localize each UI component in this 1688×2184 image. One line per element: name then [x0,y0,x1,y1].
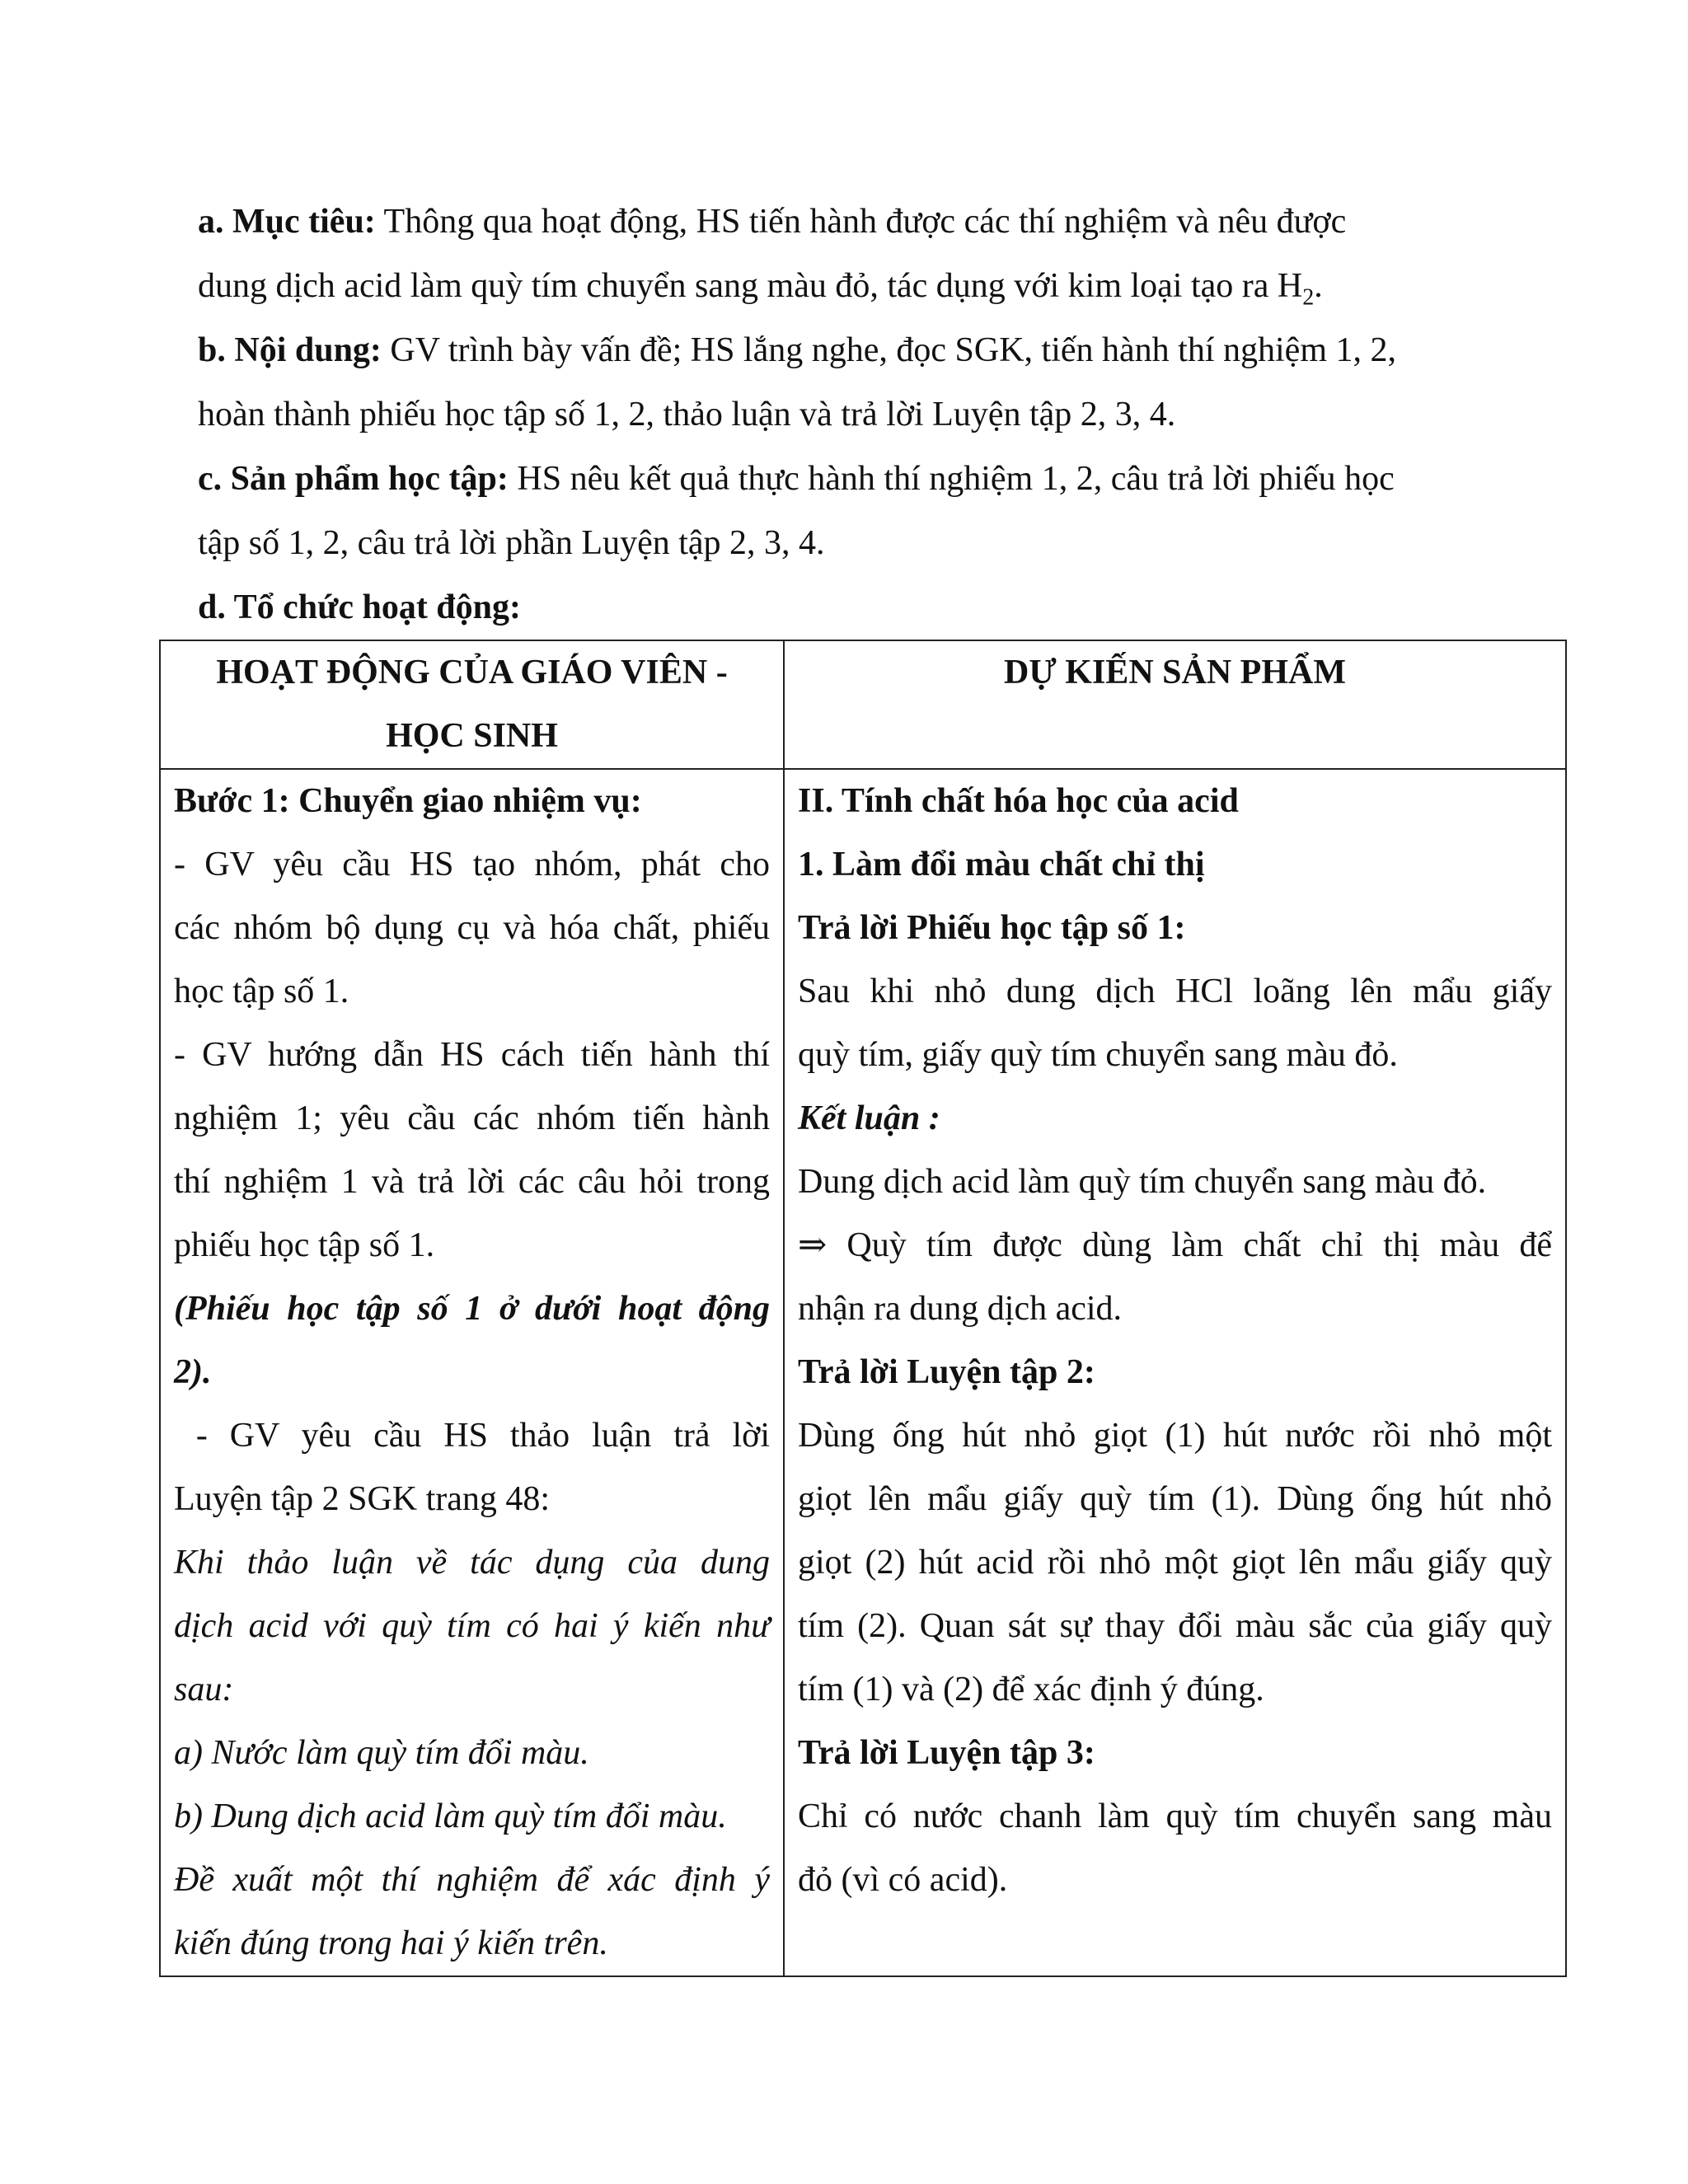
table-row [160,769,1566,1976]
teacher-activity-cell [160,769,784,1976]
right-line: Chỉ có nước chanh làm quỳ tím chuyển sang màu [798,1797,1552,1835]
question-line: Đề xuất một thí nghiệm để xác định ý [174,1861,770,1899]
header-left-line-2: HỌC SINH [386,717,558,755]
objective-c-text-2: tập số 1, 2, câu trả lời phần Luyện tập 2, 3, 4. [198,524,825,562]
step-1-heading: Bước 1: Chuyển giao nhiệm vụ: [174,782,642,820]
answer-heading: Trả lời Luyện tập 3: [798,1734,1095,1772]
left-line: - GV yêu cầu HS thảo luận trả lời [174,1417,770,1455]
objective-c-text-1: HS nêu kết quả thực hành thí nghiệm 1, 2, câu trả lời phiếu học [508,460,1395,498]
right-line: Sau khi nhỏ dung dịch HCl loãng lên mẩu giấy [798,972,1552,1010]
right-line: Dung dịch acid làm quỳ tím chuyển sang màu đỏ. [798,1163,1487,1201]
right-line: ⇒ Quỳ tím được dùng làm chất chỉ thị màu để [798,1226,1552,1264]
objective-a [198,190,1517,318]
table-header-row [160,640,1566,769]
left-line: nghiệm 1; yêu cầu các nhóm tiến hành [174,1099,770,1137]
answer-heading: Trả lời Phiếu học tập số 1: [798,909,1186,947]
subsection-heading: 1. Làm đổi màu chất chỉ thị [798,846,1205,883]
left-line: phiếu học tập số 1. [174,1226,435,1264]
objective-b-label: b. Nội dung: [198,331,382,369]
left-line: - GV hướng dẫn HS cách tiến hành thí [174,1036,770,1074]
section-heading: II. Tính chất hóa học của acid [798,782,1239,820]
opinion-b: b) Dung dịch acid làm quỳ tím đổi màu. [174,1797,727,1835]
header-left-line-1: HOẠT ĐỘNG CỦA GIÁO VIÊN - [216,654,728,691]
objective-c-label: c. Sản phẩm học tập: [198,460,509,498]
left-line: các nhóm bộ dụng cụ và hóa chất, phiếu [174,909,770,947]
right-line: giọt lên mẩu giấy quỳ tím (1). Dùng ống hút nhỏ [798,1480,1552,1518]
opinion-a: a) Nước làm quỳ tím đổi màu. [174,1734,589,1772]
right-line: tím (2). Quan sát sự thay đổi màu sắc của giấy quỳ [798,1607,1552,1645]
right-line: đỏ (vì có acid). [798,1861,1008,1899]
left-line: thí nghiệm 1 và trả lời các câu hỏi trong [174,1163,770,1201]
right-line: Dùng ống hút nhỏ giọt (1) hút nước rồi nhỏ một [798,1417,1552,1455]
objective-b-text-2: hoàn thành phiếu học tập số 1, 2, thảo luận và trả lời Luyện tập 2, 3, 4. [198,396,1176,434]
worksheet-note: (Phiếu học tập số 1 ở dưới hoạt động [174,1290,770,1328]
right-line: tím (1) và (2) để xác định ý đúng. [798,1671,1264,1708]
objective-a-text-1: Thông qua hoạt động, HS tiến hành được các thí nghiệm và nêu được [375,203,1347,241]
header-teacher-student [160,640,784,769]
h2-subscript: 2 [1302,284,1315,311]
left-line: học tập số 1. [174,972,349,1010]
right-line: nhận ra dung dịch acid. [798,1290,1123,1328]
conclusion-heading: Kết luận : [798,1099,940,1137]
question-line: sau: [174,1671,234,1708]
objective-b-text-1: GV trình bày vấn đề; HS lắng nghe, đọc SGK, tiến hành thí nghiệm 1, 2, [381,331,1396,369]
question-line: Khi thảo luận về tác dụng của dung [174,1544,770,1582]
header-right-text: DỰ KIẾN SẢN PHẨM [1004,654,1346,691]
worksheet-note-end: 2). [174,1353,212,1391]
objective-a-end: . [1314,267,1323,305]
activity-table [159,640,1567,1977]
lesson-objectives [198,190,1517,640]
objective-b [198,318,1517,447]
left-line: - GV yêu cầu HS tạo nhóm, phát cho [174,846,770,883]
objective-a-label: a. Mục tiêu: [198,203,376,241]
question-line: dịch acid với quỳ tím có hai ý kiến như [174,1607,770,1645]
header-expected-product [784,640,1566,769]
objective-a-text-2: dung dịch acid làm quỳ tím chuyển sang màu đỏ, tác dụng với kim loại tạo ra H [198,267,1303,305]
question-line: kiến đúng trong hai ý kiến trên. [174,1924,608,1962]
answer-heading: Trả lời Luyện tập 2: [798,1353,1095,1391]
objective-c [198,447,1517,575]
right-line: quỳ tím, giấy quỳ tím chuyển sang màu đỏ. [798,1036,1398,1074]
left-line: Luyện tập 2 SGK trang 48: [174,1480,551,1518]
right-line: giọt (2) hút acid rồi nhỏ một giọt lên mẩu giấy quỳ [798,1544,1552,1582]
expected-product-cell [784,769,1566,1976]
objective-d [198,575,1517,640]
objective-d-label: d. Tổ chức hoạt động: [198,588,522,626]
